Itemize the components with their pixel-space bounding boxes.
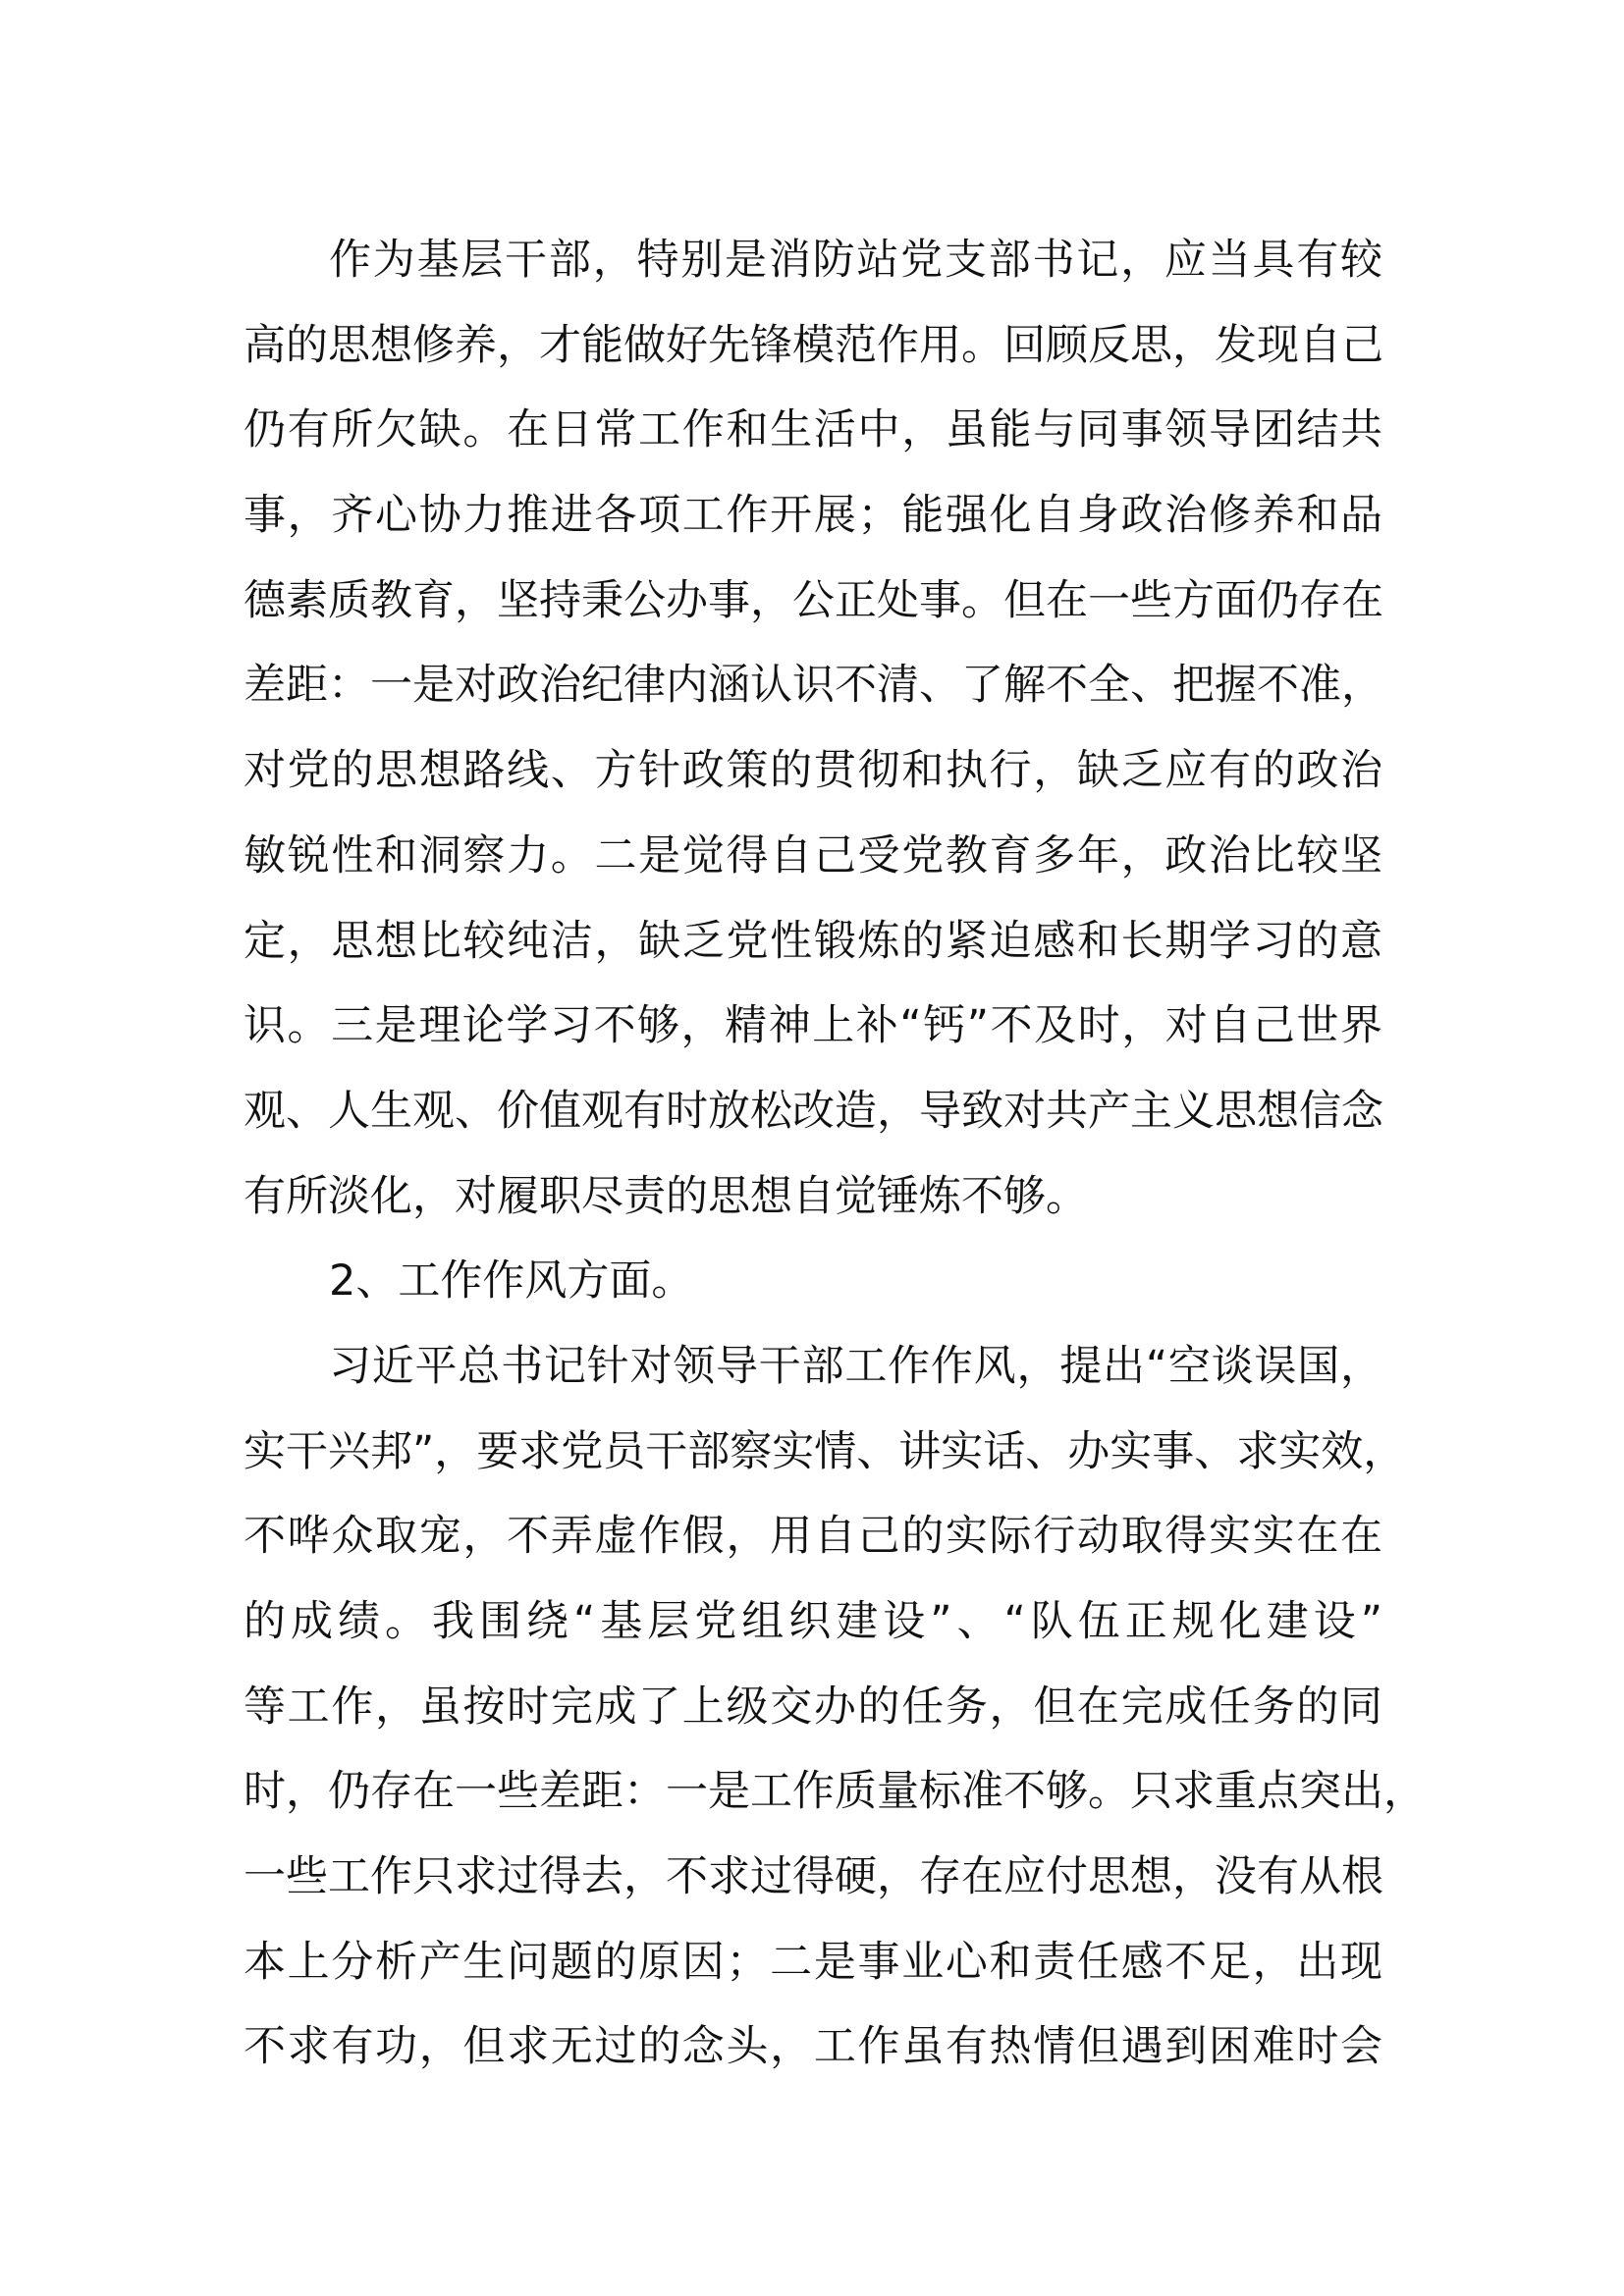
paragraph-line: 等工作，虽按时完成了上级交办的任务，但在完成任务的同 (244, 1682, 1382, 1732)
paragraph-line: 不哗众取宠，不弄虚作假，用自己的实际行动取得实实在在 (244, 1512, 1382, 1562)
paragraph-line: 定，思想比较纯洁，缺乏党性锻炼的紧迫感和长期学习的意 (244, 916, 1382, 966)
paragraph-line: 识。三是理论学习不够，精神上补“钙”不及时，对自己世界 (244, 1001, 1382, 1051)
paragraph-line: 仍有所欠缺。在日常工作和生活中，虽能与同事领导团结共 (244, 405, 1382, 455)
paragraph-line: 不求有功，但求无过的念头，工作虽有热情但遇到困难时会 (244, 2022, 1382, 2072)
paragraph-line: 观、人生观、价值观有时放松改造，导致对共产主义思想信念 (244, 1086, 1383, 1136)
paragraph-line: 作为基层干部，特别是消防站党支部书记，应当具有较 (329, 236, 1382, 285)
paragraph-line: 一些工作只求过得去，不求过得硬，存在应付思想，没有从根 (244, 1852, 1383, 1902)
paragraph-line: 的成绩。我围绕“基层党组织建设”、“队伍正规化建设” (244, 1597, 1382, 1646)
paragraph-line: 有所淡化，对履职尽责的思想自觉锤炼不够。 (244, 1171, 1088, 1221)
section-heading: 2、工作作风方面。 (329, 1256, 694, 1307)
paragraph-line: 实干兴邦”，要求党员干部察实情、讲实话、办实事、求实效， (244, 1426, 1406, 1476)
paragraph-line: 习近平总书记针对领导干部工作作风，提出“空谈误国， (329, 1341, 1382, 1391)
paragraph-line: 本上分析产生问题的原因；二是事业心和责任感不足，出现 (244, 1937, 1382, 1987)
paragraph-line: 时，仍存在一些差距：一是工作质量标准不够。只求重点突出， (244, 1767, 1426, 1817)
paragraph-line: 对党的思想路线、方针政策的贯彻和执行，缺乏应有的政治 (244, 746, 1382, 796)
body-text (244, 218, 1426, 2090)
paragraph-line: 敏锐性和洞察力。二是觉得自己受党教育多年，政治比较坚 (244, 830, 1382, 881)
paragraph-line: 差距：一是对政治纪律内涵认识不清、了解不全、把握不准， (244, 661, 1383, 711)
paragraph-line: 事，齐心协力推进各项工作开展；能强化自身政治修养和品 (244, 491, 1382, 541)
paragraph-line: 高的思想修养，才能做好先锋模范作用。回顾反思，发现自己 (244, 320, 1383, 370)
paragraph-line: 德素质教育，坚持秉公办事，公正处事。但在一些方面仍存在 (244, 575, 1383, 625)
